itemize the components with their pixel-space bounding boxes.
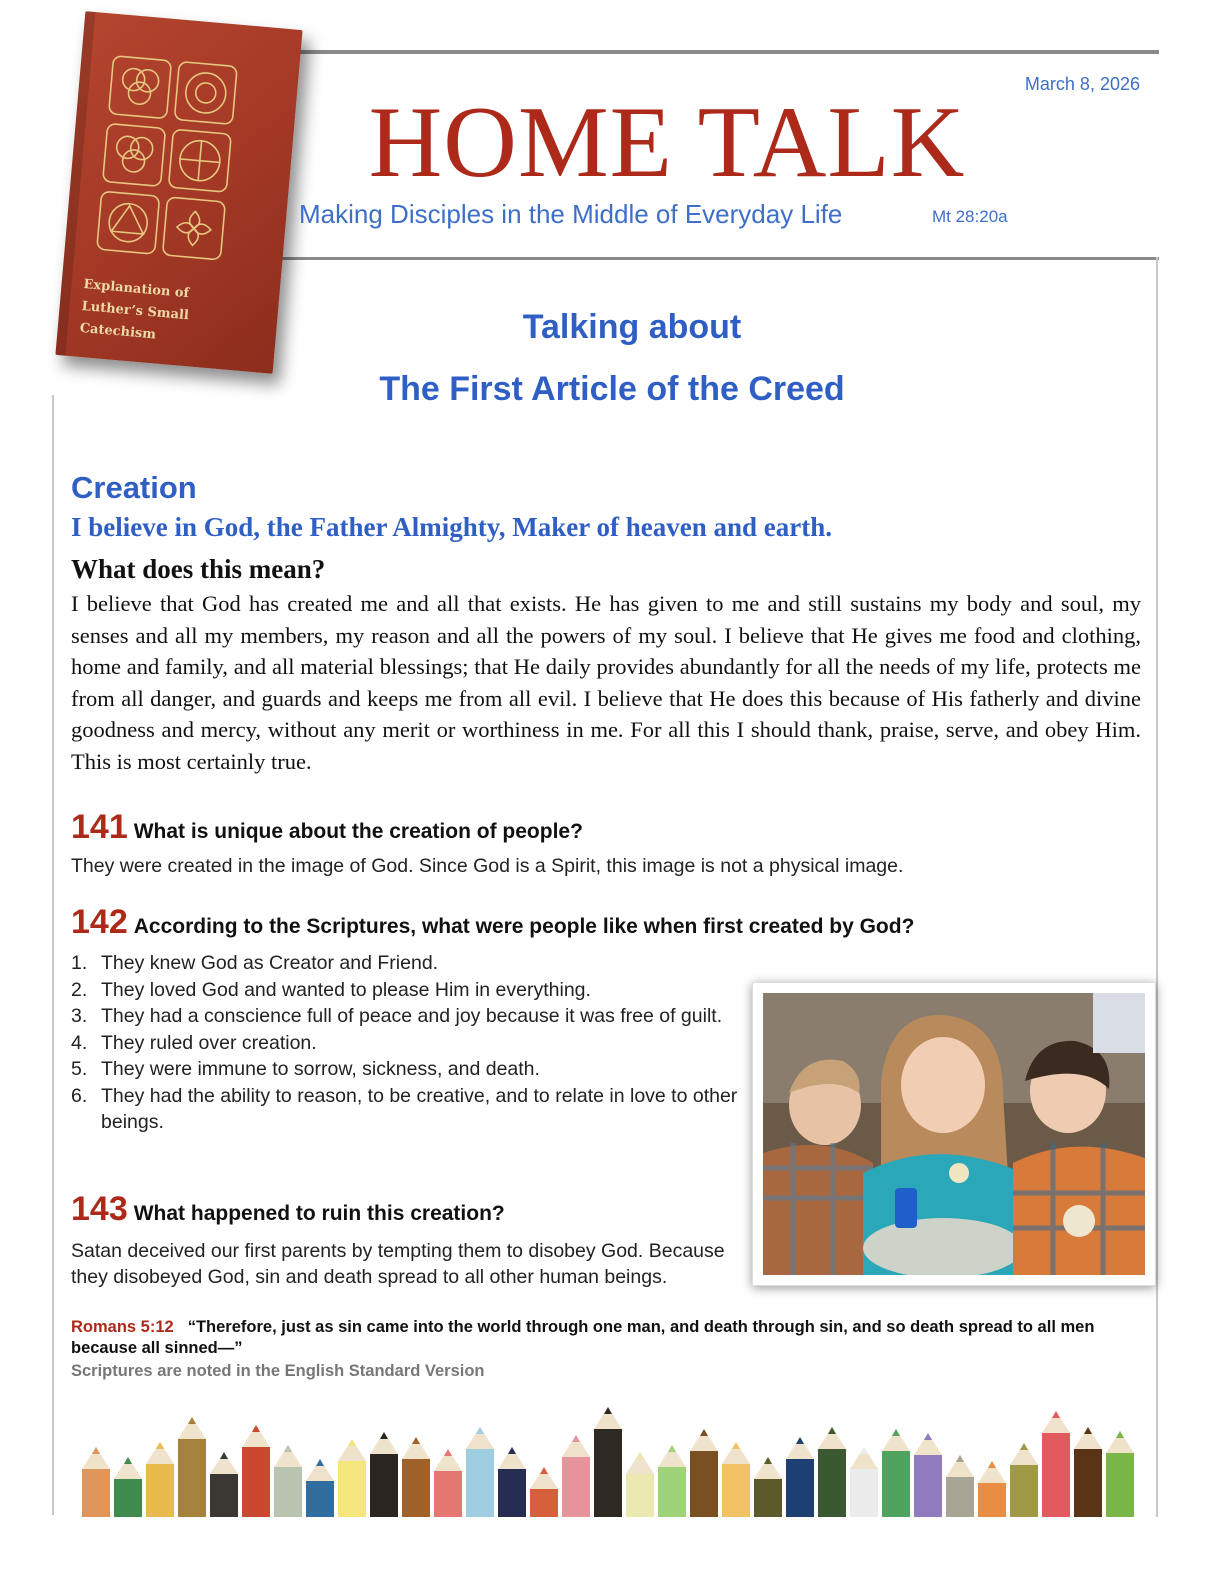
question-number: 141: [71, 808, 128, 846]
pencil-icon: [1042, 1411, 1070, 1517]
masthead-tagline: Making Disciples in the Middle of Everyday Life: [299, 199, 843, 229]
pencil-icon: [178, 1417, 206, 1517]
meaning-question: What does this mean?: [71, 554, 326, 584]
question-143: [71, 1190, 505, 1229]
answer-141: They were created in the image of God. Since God is a Spirit, this image is not a physical image.: [71, 855, 904, 877]
masthead-title: HOME TALK: [368, 86, 966, 199]
list-item: [71, 950, 741, 977]
pencil-icon: [82, 1447, 110, 1517]
page-title-line1: Talking about: [522, 308, 742, 346]
translation-note: Scriptures are noted in the English Standard Version: [71, 1362, 485, 1380]
list-item-text: They had the ability to reason, to be creative, and to relate in love to other beings.: [101, 1084, 738, 1133]
book-title: [79, 274, 269, 356]
pencil-icon: [338, 1439, 366, 1517]
question-142: [71, 903, 914, 942]
pencil-icon: [530, 1467, 558, 1517]
list-item: [71, 1003, 741, 1030]
list-item-number: 3.: [71, 1005, 88, 1027]
page-right-border: [1156, 257, 1158, 1517]
pencil-icon: [594, 1407, 622, 1517]
pencil-icon: [946, 1455, 974, 1517]
list-item: [71, 1083, 741, 1136]
question-141: [71, 808, 583, 847]
colored-pencils-border: [80, 1385, 1136, 1517]
list-item: [71, 1030, 741, 1057]
question-text: What is unique about the creation of people?: [133, 820, 583, 843]
pencil-icon: [562, 1435, 590, 1517]
page-left-border: [52, 395, 54, 1515]
pencil-icon: [978, 1461, 1006, 1517]
header-top-rule: [262, 50, 1159, 54]
list-item-number: 4.: [71, 1031, 88, 1054]
question-text: What happened to ruin this creation?: [133, 1202, 505, 1225]
answer-143: Satan deceived our first parents by tempting them to disobey God. Because they disobeyed God, sin and death spread to all other human beings.: [71, 1240, 725, 1288]
pencil-icon: [690, 1429, 718, 1517]
answer-142-list: [71, 950, 741, 1136]
question-number: 142: [71, 903, 128, 941]
pencil-icon: [114, 1457, 142, 1517]
pencil-icon: [722, 1442, 750, 1517]
page-title-line2: The First Article of the Creed: [379, 370, 845, 408]
pencil-icon: [786, 1437, 814, 1517]
pencil-icon: [370, 1432, 398, 1517]
pencil-icon: [850, 1447, 878, 1517]
pencil-icon: [498, 1447, 526, 1517]
pencil-icon: [306, 1459, 334, 1517]
pencil-icon: [754, 1457, 782, 1517]
children-photo: [752, 982, 1156, 1286]
pencil-icon: [626, 1452, 654, 1517]
list-item-text: They loved God and wanted to please Him in everything.: [101, 978, 591, 1001]
pencil-icon: [1010, 1443, 1038, 1517]
book-title-line1: Explanation of: [82, 277, 190, 302]
list-item-text: They ruled over creation.: [101, 1031, 317, 1054]
pencil-icon: [274, 1445, 302, 1517]
pencil-icon: [1074, 1427, 1102, 1517]
pencil-icon: [882, 1429, 910, 1517]
trinity-emblems-icon: [94, 54, 241, 265]
list-item-text: They were immune to sorrow, sickness, and death.: [101, 1058, 540, 1080]
pencil-icon: [466, 1427, 494, 1517]
list-item-number: 1.: [71, 952, 88, 974]
header-bottom-rule: [262, 257, 1159, 260]
list-item: [71, 977, 741, 1004]
list-item-text: They had a conscience full of peace and joy because it was free of guilt.: [101, 1005, 723, 1027]
pencil-icon: [1106, 1431, 1134, 1517]
issue-date: March 8, 2026: [1024, 74, 1140, 94]
question-number: 143: [71, 1190, 128, 1228]
pencil-icon: [402, 1437, 430, 1517]
children-photo-image: [763, 993, 1145, 1275]
scripture-reference: Romans 5:12: [71, 1318, 174, 1336]
list-item-number: 6.: [71, 1084, 88, 1107]
pencil-icon: [818, 1427, 846, 1517]
section-title: Creation: [71, 470, 197, 505]
pencil-icon: [242, 1425, 270, 1517]
meaning-answer: I believe that God has created me and all that exists. He has given to me and still sustains my body and soul, my senses and all my members, my reason and all the powers of my soul. I believe that He gives me food and clothing, home and family, and all material blessings; that He daily provides abundantly for all the needs of my life, protects me from all danger, and guards and keeps me from all evil. I believe that He does this because of His fatherly and divine goodness and mercy, without any merit or worthiness in me. For all this I should thank, praise, serve, and obey Him. This is most certainly true.: [71, 591, 1141, 774]
pencil-icon: [914, 1433, 942, 1517]
pencil-icon: [146, 1442, 174, 1517]
creed-statement: I believe in God, the Father Almighty, Maker of heaven and earth.: [71, 512, 832, 542]
list-item: [71, 1056, 741, 1083]
pencil-icon: [210, 1452, 238, 1517]
list-item-text: They knew God as Creator and Friend.: [101, 952, 439, 974]
pencil-icon: [434, 1449, 462, 1517]
list-item-number: 2.: [71, 978, 88, 1001]
pencil-icon: [658, 1445, 686, 1517]
scripture-text: “Therefore, just as sin came into the world through one man, and death through sin, and so death spread to all men because all sinned—”: [71, 1318, 1095, 1357]
book-title-line2: Luther’s Small Catechism: [79, 298, 190, 343]
list-item-number: 5.: [71, 1058, 88, 1080]
tagline-scripture-ref: Mt 28:20a: [932, 207, 1008, 226]
scripture-quote: [71, 1317, 1131, 1359]
question-text: According to the Scriptures, what were people like when first created by God?: [133, 915, 915, 938]
